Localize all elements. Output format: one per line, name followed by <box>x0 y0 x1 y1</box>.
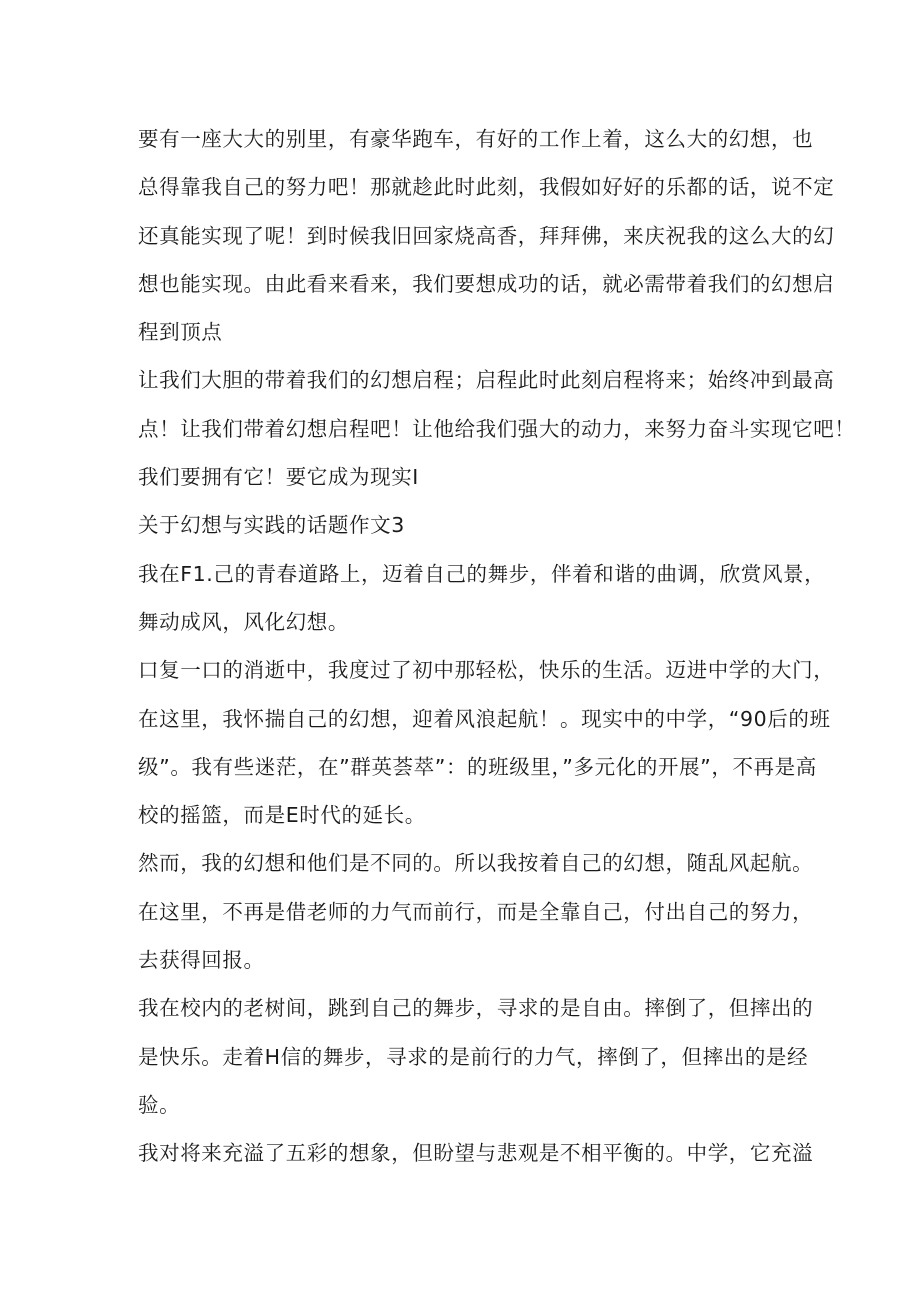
text-line: 点！让我们带着幻想启程吧！让他给我们强大的动力，来努力奋斗实现它吧！ <box>138 416 856 441</box>
text-line: 想也能实现。由此看来看来，我们要想成功的话，就必需带着我们的幻想启 <box>138 271 835 296</box>
text-line: 要有一座大大的别里，有豪华跑车，有好的工作上着，这么大的幻想，也 <box>138 127 814 151</box>
text-line: 级”。我有些迷茫，在”群英荟萃”：的班级里，”多元化的开展”，不再是高 <box>138 754 817 779</box>
paragraph-6 <box>138 984 814 1129</box>
paragraph-3 <box>138 550 826 647</box>
text-line: 验。 <box>138 1092 181 1117</box>
document-body <box>138 115 856 1178</box>
text-line: 在这里，不再是借老师的力气而前行，而是全靠自己，付出自己的努力， <box>138 899 814 924</box>
text-line: 去获得回报。 <box>138 948 265 973</box>
paragraph-1 <box>138 115 835 356</box>
text-line: 校的摇篮，而是E时代的延长。 <box>138 803 426 828</box>
text-line: 总得靠我自己的努力吧！那就趁此时此刻，我假如好好的乐都的话，说不定 <box>138 175 835 200</box>
text-line: 程到顶点 <box>138 320 223 345</box>
text-line: 我在校内的老树间，跳到自己的舞步，寻求的是自由。摔倒了，但摔出的 <box>138 996 814 1021</box>
text-line: 我在F1.己的青春道路上，迈着自己的舞步，伴着和谐的曲调，欣赏风景， <box>138 561 826 586</box>
paragraph-7 <box>138 1129 814 1177</box>
text-line: 还真能实现了呢！到时候我旧回家烧高香，拜拜佛，来庆祝我的这么大的幻 <box>138 223 835 248</box>
text-line: 我对将来充溢了五彩的想象，但盼望与悲观是不相平衡的。中学，它充溢 <box>138 1141 814 1166</box>
paragraph-4 <box>138 646 835 839</box>
text-line: 然而，我的幻想和他们是不同的。所以我按着自己的幻想，随乱风起航。 <box>138 851 814 876</box>
text-line: 舞动成风，风化幻想。 <box>138 609 349 634</box>
section-heading <box>138 501 798 549</box>
paragraph-2 <box>138 356 856 501</box>
text-line: 让我们大胆的带着我们的幻想启程；启程此时此刻启程将来；始终冲到最高 <box>138 368 835 393</box>
text-line: 我们要拥有它！要它成为现实I <box>138 465 419 490</box>
text-line: 是快乐。走着H信的舞步，寻求的是前行的力气，摔倒了，但摔出的是经 <box>138 1044 809 1069</box>
text-line: 在这里，我怀揣自己的幻想，迎着风浪起航！。现实中的中学，“90后的班 <box>138 706 831 731</box>
paragraph-5 <box>138 839 814 984</box>
text-line: 口复一口的消逝中，我度过了初中那轻松，快乐的生活。迈进中学的大门， <box>138 658 835 683</box>
heading-line: 关于幻想与实践的话题作文3 <box>138 513 405 538</box>
